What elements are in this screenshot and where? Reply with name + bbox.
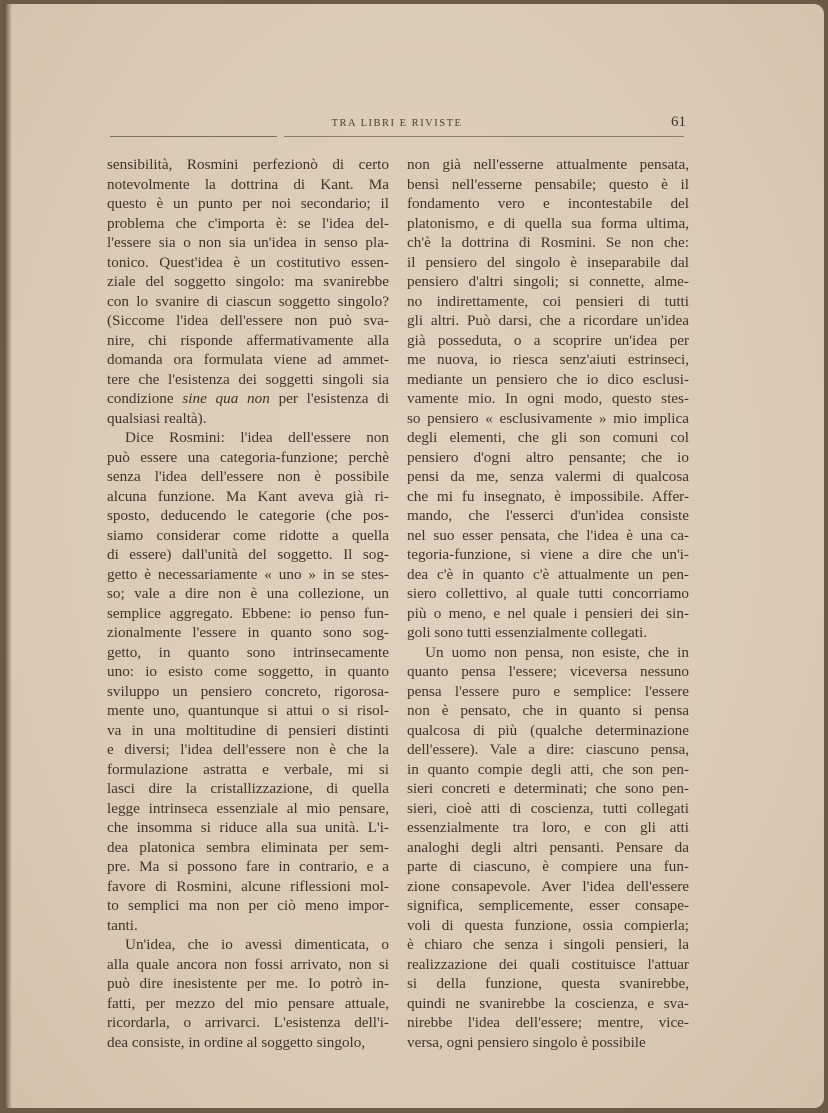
page-number: 61: [671, 114, 686, 130]
text-line: l'essere sia o non sia un'idea in senso pla-: [107, 234, 389, 251]
text-line: sviluppo un pensiero concreto, rigorosa-: [107, 682, 389, 700]
text-line: nel suo esser pensata, che l'idea è una ca-: [407, 526, 689, 544]
text-line: che mi fu insegnato, è impossibile. Affer-: [407, 487, 689, 505]
text-line: e diversi; l'idea dell'essere non è che la: [107, 741, 389, 758]
running-head: TRA LIBRI E RIVISTE: [331, 118, 463, 129]
text-line: sieri concreti e determinati; che sono pen-: [407, 780, 689, 797]
text-line: siero collettivo, al quale tutti concorriamo: [407, 585, 689, 602]
text-line: degli elementi, che gli son comuni col: [407, 429, 689, 446]
spine-shadow: [4, 4, 12, 1108]
text-line: può essere una categoria-funzione; perchè: [107, 448, 389, 466]
text-line: non è pensato, che in quanto si pensa: [407, 702, 689, 719]
right-text-column: [407, 155, 689, 1052]
text-line: è chiaro che senza i singoli pensieri, la: [407, 936, 689, 953]
text-line: goli sono tutti essenzialmente collegati.: [407, 624, 647, 641]
text-line: siamo considerar come ridotte a quella: [107, 526, 389, 544]
text-line: dea platonica sembra eliminata per sem-: [107, 838, 389, 856]
text-line: Un'idea, che io avessi dimenticata, o: [125, 936, 389, 953]
text-line: può dire inesistente per me. Io potrò in-: [107, 975, 389, 992]
text-line: tere che l'esistenza dei soggetti singoli sia: [107, 370, 389, 388]
text-line: gli altri. Può darsi, che a ricordare un'idea: [407, 312, 689, 329]
text-line: dea c'è in quanto c'è attualmente un pen-: [407, 565, 689, 583]
text-line: pensi da me, senza valermi di qualcosa: [407, 468, 689, 485]
text-line: il pensiero del singolo è inseparabile dal: [407, 253, 689, 271]
text-line: Un uomo non pensa, non esiste, che in: [425, 643, 689, 661]
text-line: parte di ciascuno, è compiere una fun-: [407, 858, 689, 875]
text-line: fatti, per mezzo del mio pensare attuale,: [107, 994, 389, 1012]
text-line: legge intrinseca essenziale al mio pensare,: [107, 799, 389, 817]
text-line: mediante un pensiero che io dico esclusi-: [407, 370, 689, 388]
text-line: essenzialmente tra loro, e con gli atti: [407, 819, 689, 836]
book-page: [4, 4, 824, 1108]
text-line: favore di Rosmini, alcune riflessioni mol-: [107, 877, 389, 895]
text-line: (Siccome l'idea dell'essere non può sva-: [107, 312, 389, 329]
text-line: domanda ora formulata viene ad ammet-: [107, 351, 389, 368]
text-line: quindi ne svanirebbe la coscienza, e sva-: [407, 994, 689, 1012]
text-line: ch'è la dottrina di Rosmini. Se non che:: [407, 234, 689, 251]
text-line: vamente mio. In ogni modo, questo stes-: [407, 390, 689, 407]
italic-phrase: sine qua non: [182, 390, 270, 407]
text-line: nire, chi risponde affermativamente alla: [107, 331, 389, 349]
text-line: platonismo, e di quella sua forma ultima,: [407, 214, 689, 232]
text-line: sensibilità, Rosmini perfezionò di certo: [107, 156, 389, 173]
text-line: condizione sine qua non per l'esistenza di: [107, 390, 389, 407]
page-header: [106, 112, 688, 138]
text-line: getto è necessariamente « uno » in se stes-: [107, 565, 389, 583]
text-line: pensa l'essere puro e semplice: l'essere: [407, 682, 689, 700]
header-rule-right: [284, 136, 684, 137]
text-line: si della funzione, questa svanirebbe,: [407, 975, 689, 992]
text-line: versa, ogni pensiero singolo è possibile: [407, 1033, 646, 1051]
text-line: alla quale ancora non fossi arrivato, non si: [107, 955, 389, 973]
text-line: semplice aggregato. Ebbene: io penso fun-: [107, 604, 389, 622]
text-line: problema che c'importa è: se l'idea del-: [107, 214, 389, 232]
text-line: non già nell'esserne attualmente pensata,: [407, 156, 689, 173]
text-line: con lo svanire di ciascun soggetto singolo?: [107, 292, 389, 310]
text-line: di essere) dall'unità del soggetto. Il sog-: [107, 546, 389, 563]
text-line: notevolmente la dottrina di Kant. Ma: [107, 175, 389, 193]
text-line: tanti.: [107, 916, 138, 934]
text-line: ricordarla, o arrivarci. L'esistenza dell'i-: [107, 1014, 389, 1031]
text-line: senza l'idea dell'essere non è possibile: [107, 468, 389, 485]
text-line: tegoria-funzione, si viene a dire che un'i-: [407, 546, 689, 563]
text-line: nirebbe l'idea dell'essere; mentre, vice-: [407, 1014, 689, 1031]
text-line: qualcosa di più (qualche determinazione: [407, 721, 689, 739]
text-line: in quanto compie degli atti, che son pen-: [407, 760, 689, 778]
text-line: so pensiero « esclusivamente » mio implica: [407, 409, 689, 427]
text-line: me nuova, io riesca senz'aiuti estrinseci,: [407, 351, 689, 368]
text-line: sposto, deducendo le categorie (che pos-: [107, 507, 389, 524]
text-line: pensiero d'altri singoli; si connette, alme-: [407, 273, 689, 290]
text-line: analoghi degli altri pensanti. Pensare da: [407, 838, 689, 856]
text-line: no indirettamente, coi pensieri di tutti: [407, 292, 689, 310]
text-line: va in una moltitudine di pensieri distinti: [107, 721, 389, 739]
text-line: getto, in quanto sono intrinsecamente: [107, 643, 389, 661]
left-text-column: [107, 155, 389, 1052]
text-line: pre. Ma si possono fare in contrario, e a: [107, 858, 389, 875]
text-line: zione consapevole. Aver l'idea dell'essere: [407, 877, 689, 895]
text-line: significa, semplicemente, esser consape-: [407, 897, 689, 914]
text-line: tonico. Quest'idea è un costitutivo essen-: [107, 253, 389, 271]
text-line: fondamento vero e incontestabile del: [407, 195, 689, 212]
text-line: bensì nell'esserne pensabile; questo è il: [407, 175, 689, 193]
text-line: dell'essere). Vale a dire: ciascuno pensa,: [407, 741, 689, 758]
text-line: voli di questa funzione, ossia compierla;: [407, 916, 689, 934]
text-line: ziale del soggetto singolo: ma svanirebbe: [107, 273, 389, 290]
text-line: zionalmente l'essere in quanto sono sog-: [107, 624, 389, 641]
text-line: uno: io esisto come soggetto, in quanto: [107, 663, 389, 680]
text-line: che insomma si riduce alla sua unità. L'i-: [107, 819, 389, 836]
text-line: so; vale a dire non è una collezione, un: [107, 585, 389, 602]
text-line: dea consiste, in ordine al soggetto singolo,: [107, 1033, 366, 1051]
text-line: sieri, cioè atti di coscienza, tutti collegati: [407, 799, 689, 817]
header-rule-left: [110, 136, 277, 137]
text-line: qualsiasi realtà).: [107, 409, 207, 427]
text-line: formulazione astratta e verbale, mi si: [107, 760, 389, 778]
text-line: pensiero d'ogni altro pensante; che io: [407, 448, 689, 466]
text-line: questo è un punto per noi secondario; il: [107, 195, 389, 212]
text-line: realizzazione dei quali costituisce l'attuar: [407, 955, 689, 973]
text-line: mando, che l'esserci d'un'idea consiste: [407, 507, 689, 524]
text-line: mente uno, quantunque si attui o si risol-: [107, 702, 389, 719]
text-line: to semplici ma non per ciò meno impor-: [107, 897, 389, 914]
text-line: Dice Rosmini: l'idea dell'essere non: [125, 429, 389, 446]
text-line: già posseduta, o a scoprire un'idea per: [407, 331, 689, 349]
text-line: alcuna funzione. Ma Kant aveva già ri-: [107, 487, 389, 505]
text-line: quanto pensa l'essere; viceversa nessuno: [407, 663, 689, 680]
text-line: più o meno, e nel quale i pensieri dei sin-: [407, 604, 689, 622]
text-line: lasci dire la cristallizzazione, di quella: [107, 780, 389, 797]
